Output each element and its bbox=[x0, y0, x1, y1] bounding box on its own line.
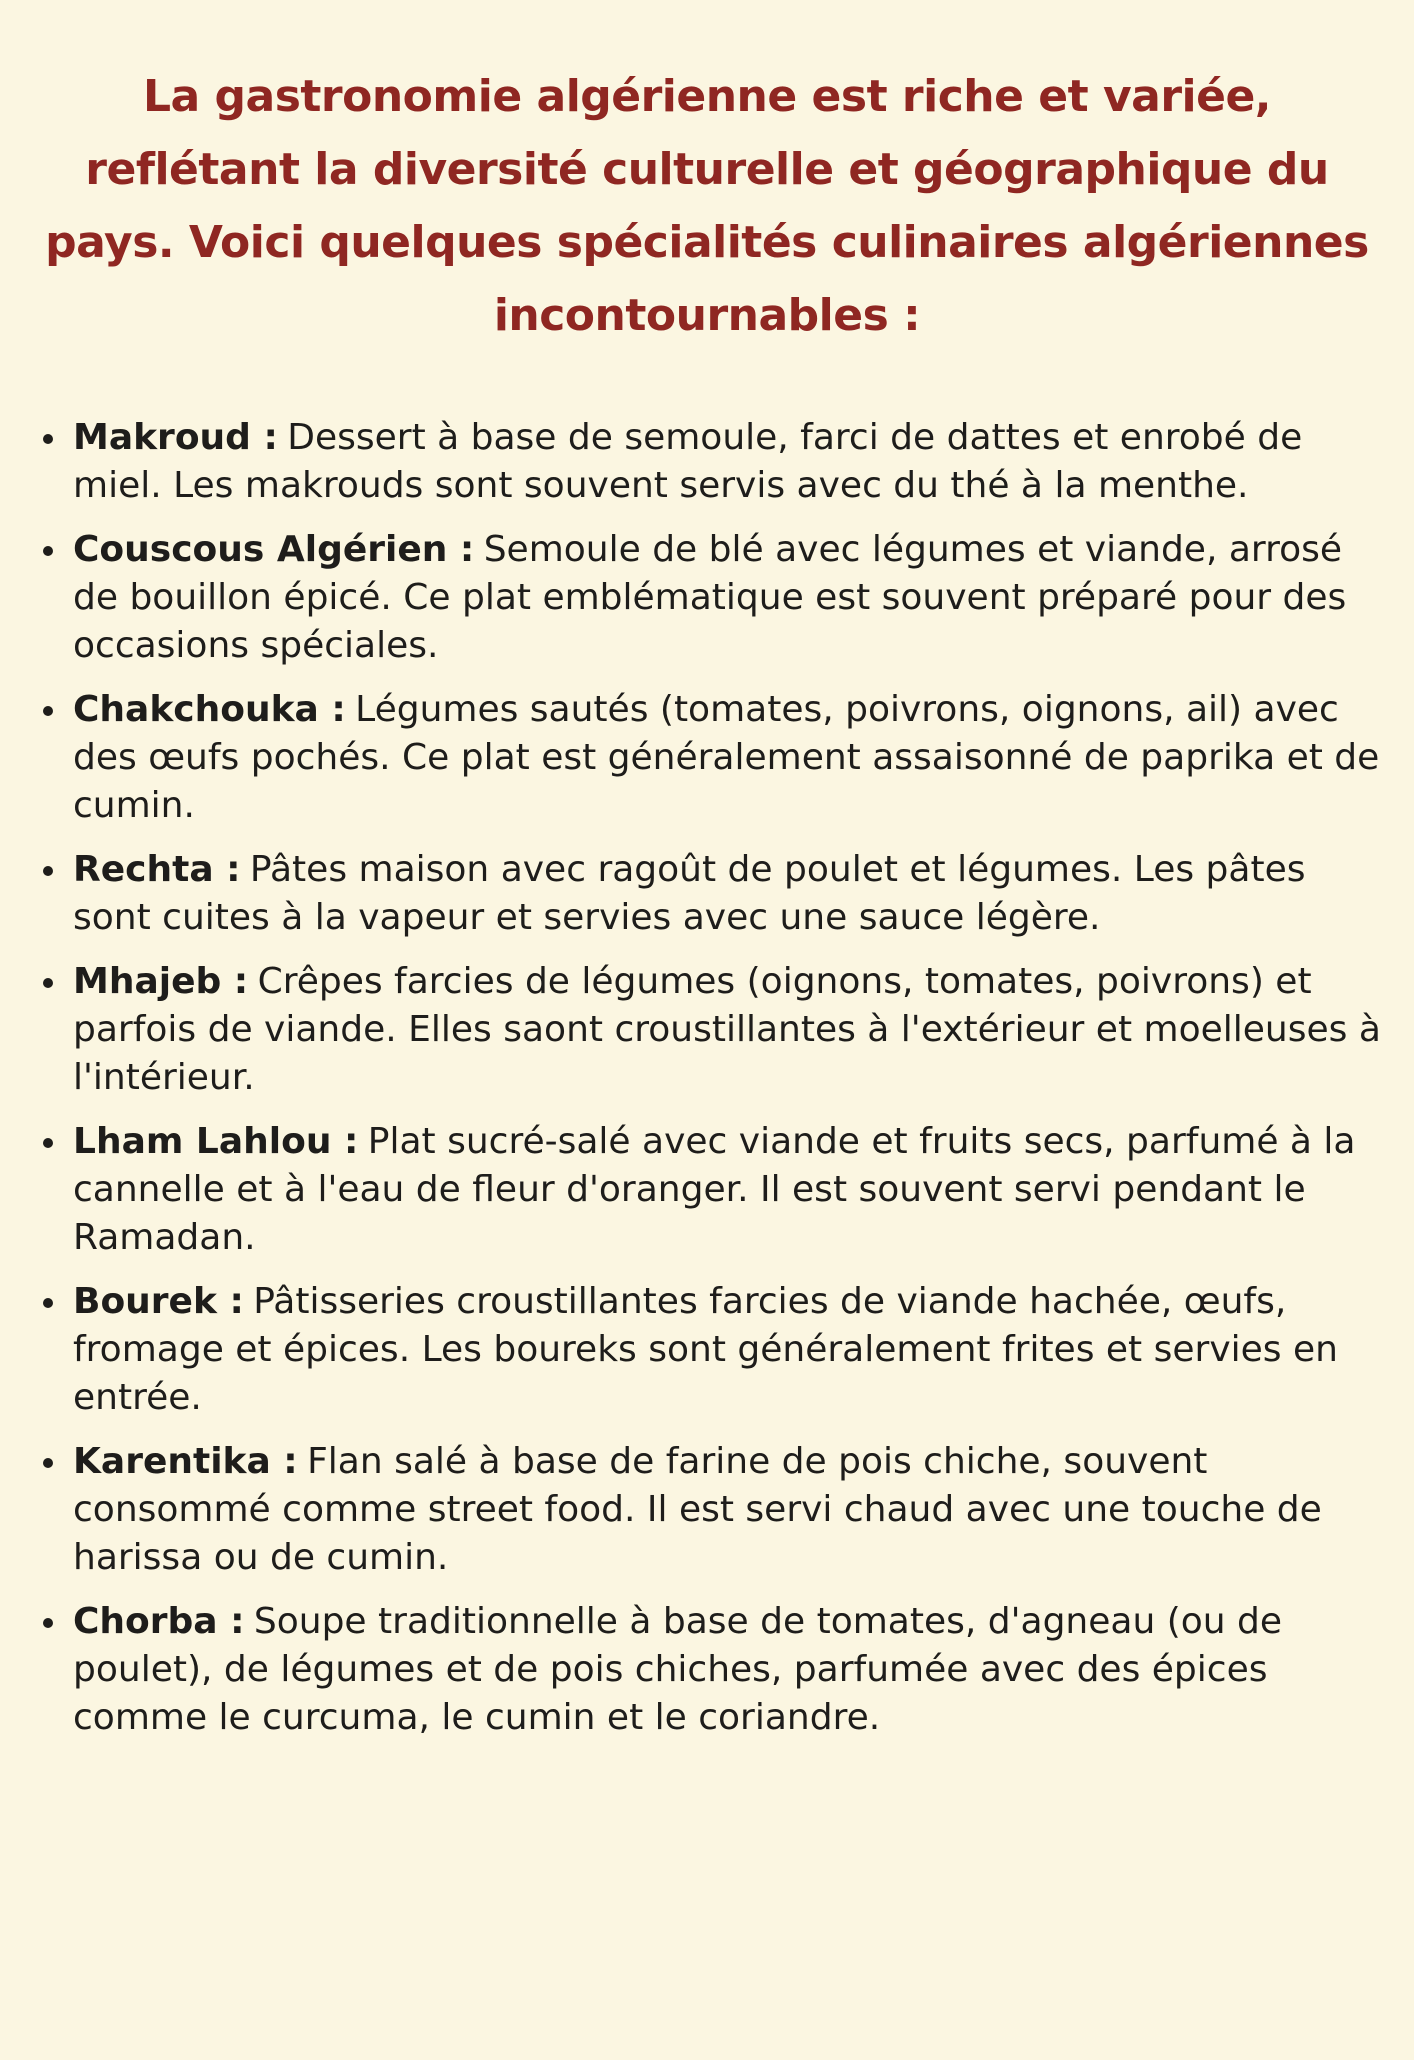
specialty-item bbox=[70, 1118, 1388, 1262]
specialties-list bbox=[0, 414, 1388, 1742]
specialty-name: Chorba : bbox=[73, 1601, 245, 1642]
specialty-description: Crêpes farcies de légumes (oignons, tomates, poivrons) et parfois de viande. Elles saont croustillantes à l'extérieur et moelleuses à l'intérieur. bbox=[73, 961, 1381, 1098]
specialty-item bbox=[70, 846, 1388, 942]
specialty-name: Chakchouka : bbox=[73, 689, 346, 730]
document-page bbox=[0, 60, 1414, 2060]
specialty-name: Lham Lahlou : bbox=[73, 1121, 359, 1162]
page-title bbox=[0, 60, 1414, 352]
specialty-description: Soupe traditionnelle à base de tomates, d'agneau (ou de poulet), de légumes et de pois chiches, parfumée avec des épices comme le curcuma, le cumin et le coriandre. bbox=[73, 1601, 1283, 1738]
page-title-line: La gastronomie algérienne est riche et variée, bbox=[142, 71, 1272, 122]
page-title-line: pays. Voici quelques spécialités culinaires algériennes bbox=[45, 217, 1369, 268]
specialty-description: Plat sucré-salé avec viande et fruits secs, parfumé à la cannelle et à l'eau de fleur d'oranger. Il est souvent servi pendant le Ramadan. bbox=[73, 1121, 1356, 1258]
specialty-item bbox=[70, 686, 1388, 830]
page-title-line: incontournables : bbox=[493, 290, 921, 341]
specialty-item bbox=[70, 1598, 1388, 1742]
specialty-description: Pâtes maison avec ragoût de poulet et légumes. Les pâtes sont cuites à la vapeur et servies avec une sauce légère. bbox=[73, 849, 1306, 938]
specialty-description: Semoule de blé avec légumes et viande, arrosé de bouillon épicé. Ce plat emblématique est souvent préparé pour des occasions spéciales. bbox=[73, 529, 1347, 666]
specialty-name: Rechta : bbox=[73, 849, 241, 890]
specialty-description: Flan salé à base de farine de pois chiche, souvent consommé comme street food. Il est servi chaud avec une touche de harissa ou de cumin. bbox=[73, 1441, 1322, 1578]
specialty-item bbox=[70, 958, 1388, 1102]
specialty-name: Couscous Algérien : bbox=[73, 529, 475, 570]
specialty-description: Légumes sautés (tomates, poivrons, oignons, ail) avec des œufs pochés. Ce plat est généralement assaisonné de paprika et de cumin. bbox=[73, 689, 1380, 826]
page-title-line: reflétant la diversité culturelle et géographique du bbox=[85, 144, 1329, 195]
specialty-item bbox=[70, 414, 1388, 510]
specialty-description: Dessert à base de semoule, farci de dattes et enrobé de miel. Les makrouds sont souvent servis avec du thé à la menthe. bbox=[73, 417, 1303, 506]
specialty-item bbox=[70, 1438, 1388, 1582]
specialty-item bbox=[70, 1278, 1388, 1422]
specialty-name: Mhajeb : bbox=[73, 961, 249, 1002]
specialty-description: Pâtisseries croustillantes farcies de viande hachée, œufs, fromage et épices. Les boureks sont généralement frites et servies en entrée. bbox=[73, 1281, 1338, 1418]
specialty-name: Bourek : bbox=[73, 1281, 244, 1322]
specialty-name: Makroud : bbox=[73, 417, 278, 458]
specialty-name: Karentika : bbox=[73, 1441, 298, 1482]
specialty-item bbox=[70, 526, 1388, 670]
